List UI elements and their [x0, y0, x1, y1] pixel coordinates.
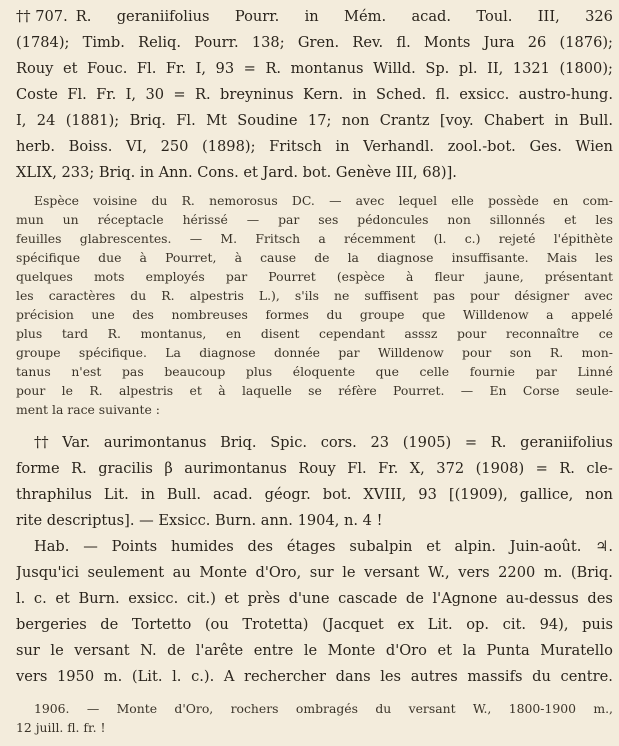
entry-line: Coste Fl. Fr. I, 30 = R. breyninus Kern. in Sched. fl. exsicc. austro-hung. [16, 86, 613, 103]
entry-number: †† 707. [16, 8, 68, 25]
habitat-line: l. c. et Burn. exsicc. cit.) et près d'une cascade de l'Agnone au-dessus des [16, 590, 613, 607]
entry-line-1 [16, 4, 613, 30]
discussion-line: tanus n'est pas beaucoup plus éloquente que celle fournie par Linné [16, 364, 613, 379]
variety-line: forme R. gracilis β aurimontanus Rouy Fl. Fr. X, 372 (1908) = R. cle- [16, 460, 613, 477]
discussion-line: groupe spécifique. La diagnose donnée par Willdenow pour son R. mon- [16, 345, 613, 360]
variety-line: thraphilus Lit. in Bull. acad. géogr. bot. XVIII, 93 [(1909), gallice, non [16, 486, 613, 503]
discussion-line: feuilles glabrescentes. — M. Fritsch a récemment (l. c.) rejeté l'épithète [16, 231, 613, 246]
habitat-line: Hab. — Points humides des étages subalpin et alpin. Juin-août. ♃. [34, 538, 613, 555]
entry-line: herb. Boiss. VI, 250 (1898); Fritsch in Verhandl. zool.-bot. Ges. Wien [16, 138, 613, 155]
discussion-line: précision une des nombreuses formes du groupe que Willdenow a appelé [16, 307, 613, 322]
habitat-line: vers 1950 m. (Lit. l. c.). A rechercher dans les autres massifs du centre. [16, 668, 613, 685]
habitat-line: Jusqu'ici seulement au Monte d'Oro, sur le versant W., vers 2200 m. (Briq. [16, 564, 613, 581]
discussion-line: quelques mots employés par Pourret (espèce à fleur jaune, présentant [16, 269, 613, 284]
discussion-line: Espèce voisine du R. nemorosus DC. — avec lequel elle possède en com- [34, 193, 613, 208]
entry-line: XLIX, 233; Briq. in Ann. Cons. et Jard. bot. Genève III, 68)]. [16, 164, 457, 181]
discussion-line: plus tard R. montanus, en disent cependant asssz pour reconnaître ce [16, 326, 613, 341]
record-line: 1906. — Monte d'Oro, rochers ombragés du versant W., 1800-1900 m., [34, 701, 613, 716]
discussion-line: spécifique due à Pourret, à cause de la diagnose insuffisante. Mais les [16, 250, 613, 265]
discussion-line: ment la race suivante : [16, 402, 160, 417]
entry-line: I, 24 (1881); Briq. Fl. Mt Soudine 17; non Crantz [voy. Chabert in Bull. [16, 112, 613, 129]
discussion-line: les caractères du R. alpestris L.), s'ils ne suffisent pas pour désigner avec [16, 288, 613, 303]
discussion-line: mun un réceptacle hérissé — par ses pédoncules non sillonnés et les [16, 212, 613, 227]
variety-line: rite descriptus]. — Exsicc. Burn. ann. 1904, n. 4 ! [16, 512, 383, 529]
discussion-line: pour le R. alpestris et à laquelle se réfère Pourret. — En Corse seule- [16, 383, 613, 398]
entry-line: Rouy et Fouc. Fl. Fr. I, 93 = R. montanus Willd. Sp. pl. II, 1321 (1800); [16, 60, 613, 77]
entry-line: (1784); Timb. Reliq. Pourr. 138; Gren. Rev. fl. Monts Jura 26 (1876); [16, 34, 613, 51]
variety-line: †† Var. aurimontanus Briq. Spic. cors. 23 (1905) = R. geraniifolius [34, 434, 613, 451]
record-line: 12 juill. fl. fr. ! [16, 720, 106, 735]
entry-header: R. geraniifolius Pourr. in Mém. acad. Toul. III, 326 [75, 8, 613, 25]
habitat-line: sur le versant N. de l'arête entre le Monte d'Oro et la Punta Muratello [16, 642, 613, 659]
habitat-line: bergeries de Tortetto (ou Trotetta) (Jacquet ex Lit. op. cit. 94), puis [16, 616, 613, 633]
